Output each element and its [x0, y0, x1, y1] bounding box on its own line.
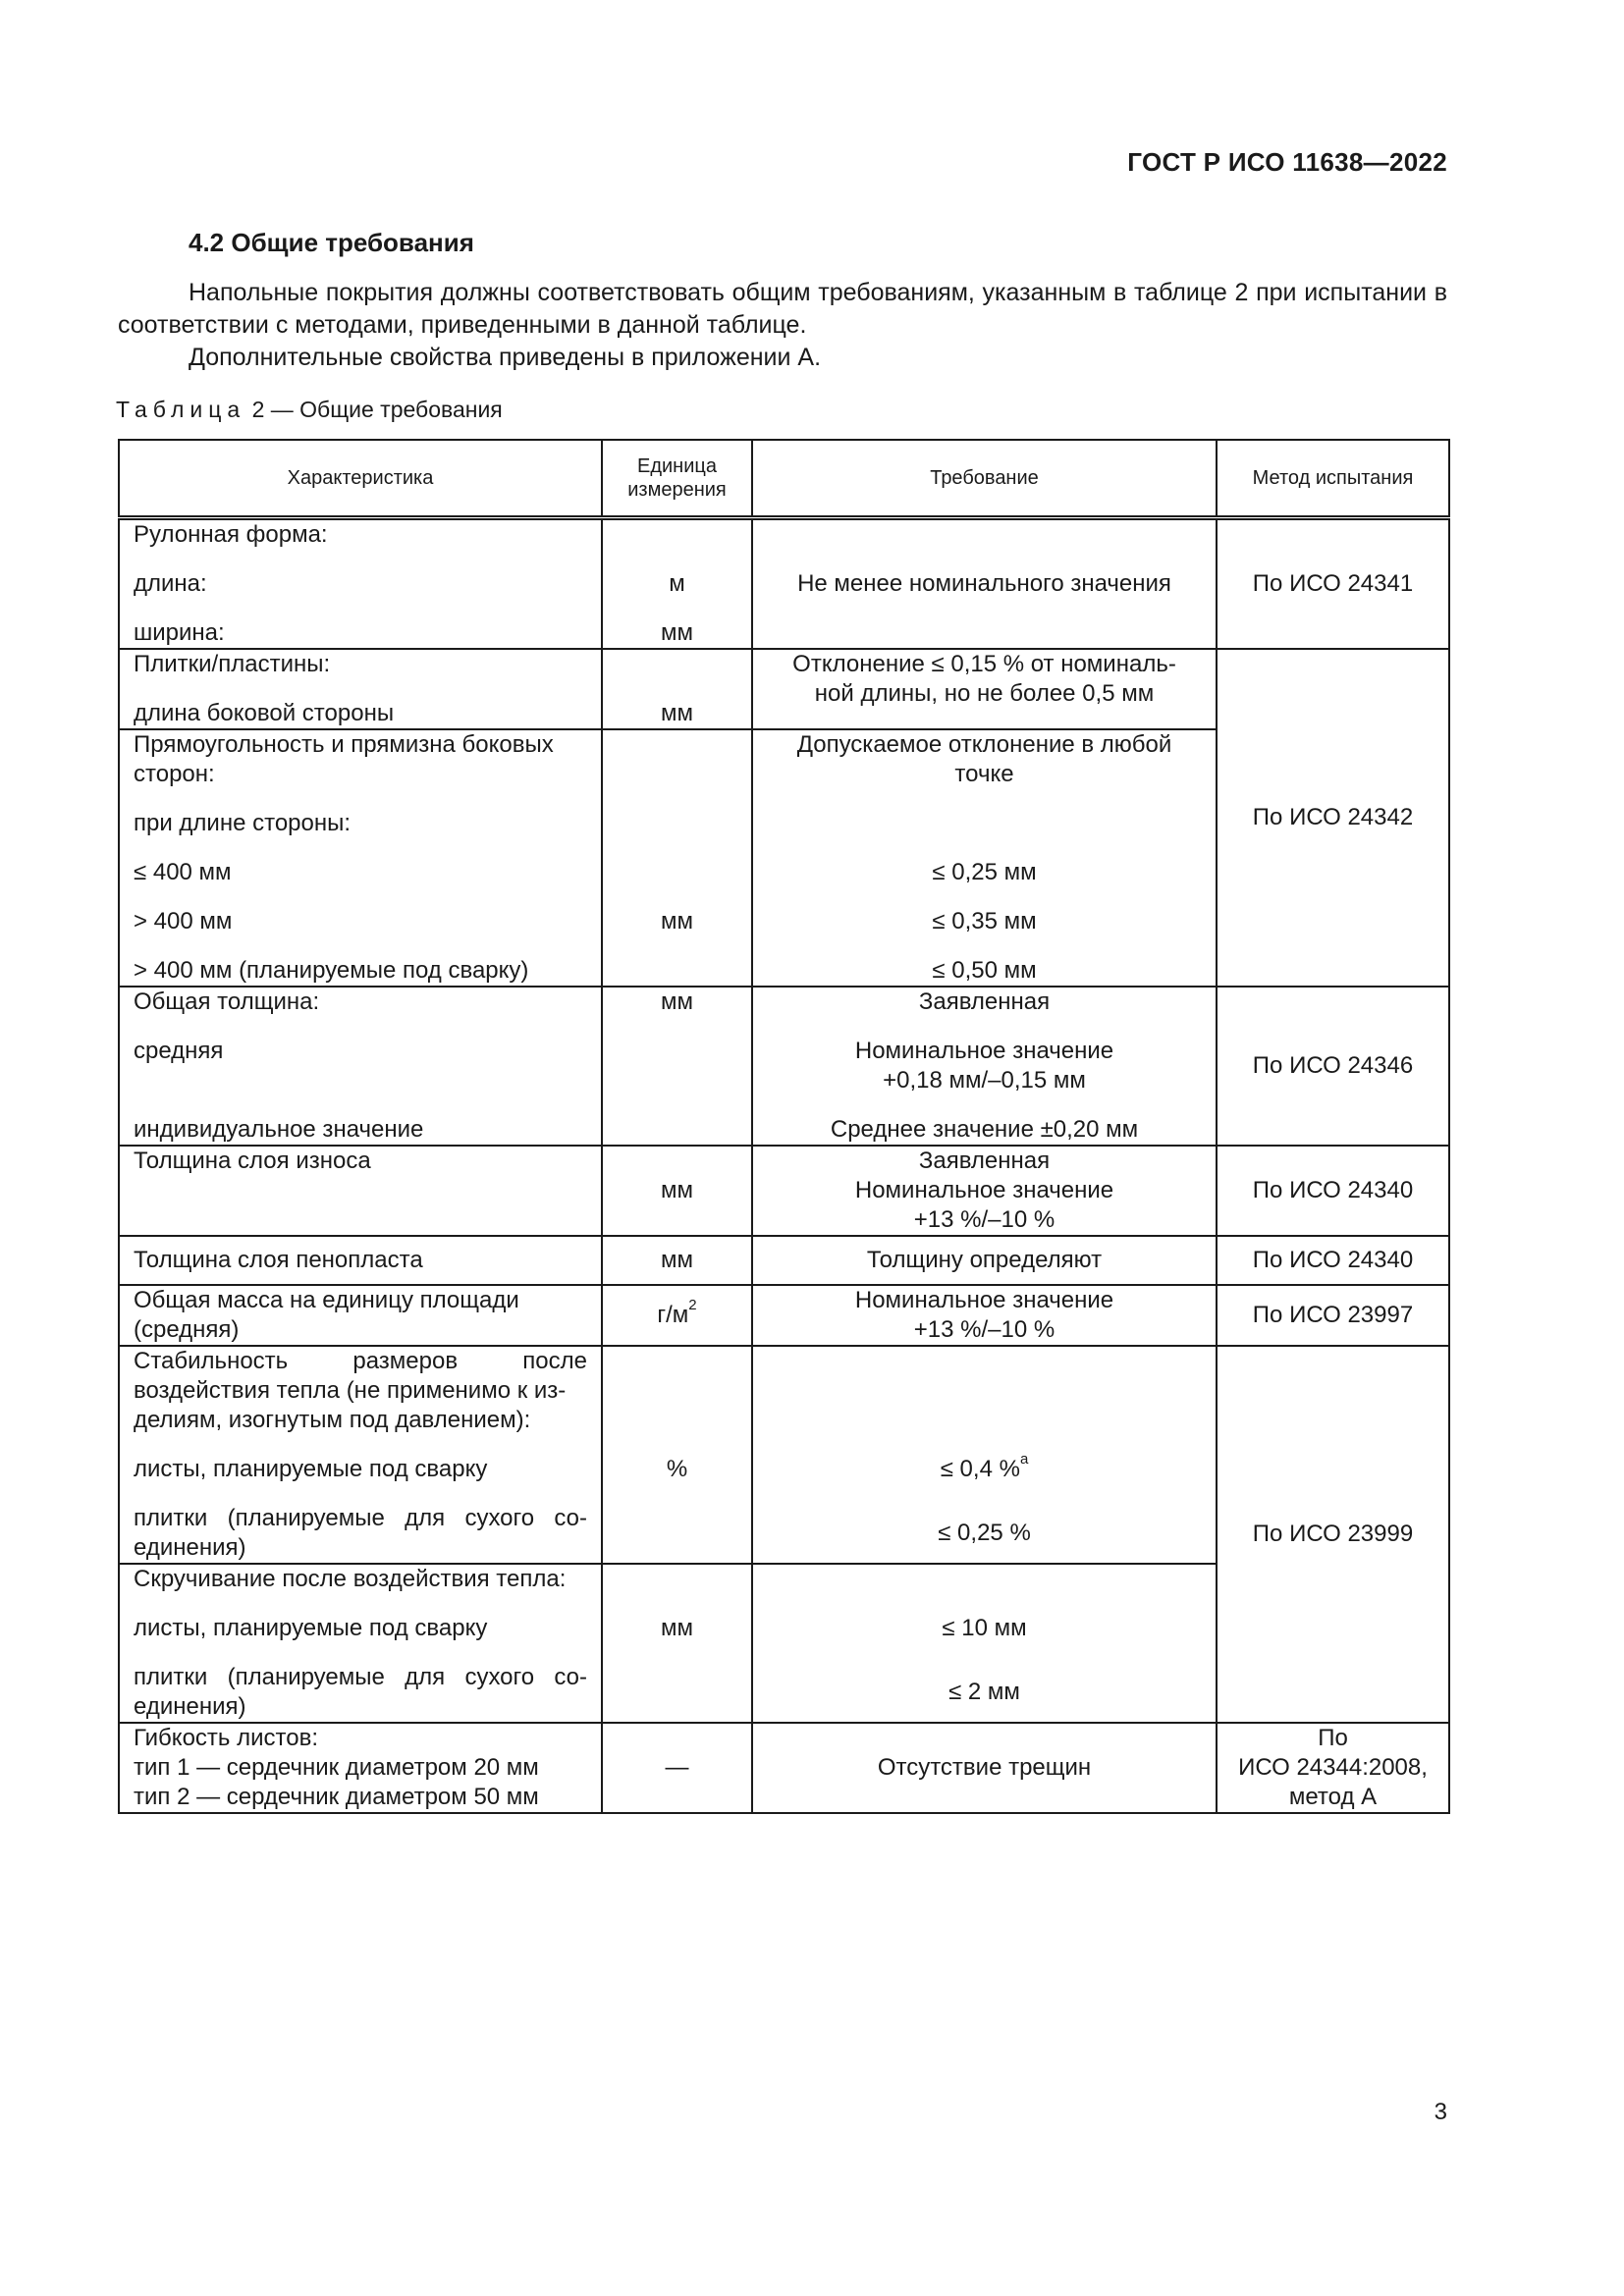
squareness-characteristic [119, 729, 602, 987]
curling-unit-cell [602, 1564, 752, 1723]
squareness-requirement [752, 729, 1217, 987]
header-characteristic: Характеристика [119, 440, 602, 518]
document-code: ГОСТ Р ИСО 11638—2022 [1127, 147, 1447, 177]
header-unit [602, 440, 752, 518]
squareness-value3: ≤ 0,50 мм [932, 957, 1037, 984]
flexibility-type1: тип 1 — сердечник диаметром 20 мм [134, 1754, 539, 1781]
squareness-title-line2: сторон: [134, 761, 215, 787]
stability-tiles-label-line2: единения) [134, 1534, 246, 1561]
stability-unit-cell [602, 1346, 752, 1564]
flexibility-type2: тип 2 — сердечник диаметром 50 мм [134, 1784, 539, 1810]
thickness-average-label: средняя [134, 1038, 224, 1064]
table-row-mass [119, 1285, 1449, 1346]
flexibility-method-line3: метод А [1288, 1784, 1378, 1810]
curling-sheets-value: ≤ 10 мм [942, 1615, 1027, 1641]
curling-tiles-value: ≤ 2 мм [948, 1679, 1020, 1705]
mass-unit-cell [602, 1285, 752, 1346]
stability-title-line3: делиям, изогнутым под давлением): [134, 1407, 531, 1433]
table-header-row [119, 440, 1449, 518]
stability-sheets-label: листы, планируемые под сварку [134, 1456, 488, 1482]
thickness-unit: мм [661, 988, 693, 1015]
stability-characteristic [119, 1346, 602, 1564]
squareness-value1: ≤ 0,25 мм [932, 859, 1037, 885]
wear-layer-requirement [752, 1146, 1217, 1236]
curling-characteristic [119, 1564, 602, 1723]
requirements-table [118, 439, 1450, 1814]
wear-layer-title: Толщина слоя износа [134, 1148, 371, 1174]
tiles-requirement [752, 649, 1217, 729]
squareness-req-line2: точке [954, 761, 1014, 787]
wear-layer-unit: мм [602, 1146, 752, 1236]
tiles-req-line1: Отклонение ≤ 0,15 % от номиналь- [792, 651, 1176, 677]
mass-req-line2: +13 %/–10 % [913, 1316, 1056, 1343]
curling-sheets-label: листы, планируемые под сварку [134, 1615, 488, 1641]
squareness-range2: > 400 мм [134, 908, 233, 934]
squareness-range3: > 400 мм (планируемые под сварку) [134, 957, 529, 984]
header-requirement: Требование [752, 440, 1217, 518]
mass-unit: г/м [657, 1302, 689, 1328]
squareness-range1: ≤ 400 мм [134, 859, 232, 885]
flexibility-method-line2: ИСО 24344:2008, [1238, 1754, 1428, 1781]
page-number: 3 [1434, 2099, 1447, 2125]
thickness-req-declared: Заявленная [918, 988, 1051, 1015]
thickness-req-nominal-line2: +0,18 мм/–0,15 мм [883, 1067, 1086, 1094]
squareness-unit: мм [661, 908, 693, 934]
tiles-method: По ИСО 24342 [1217, 649, 1449, 987]
stability-title-line2: воздействия тепла (не применимо к из- [134, 1377, 567, 1404]
thickness-req-nominal-line1: Номинальное значение [854, 1038, 1114, 1064]
roll-title: Рулонная форма: [134, 521, 328, 548]
roll-unit-length: м [669, 570, 685, 597]
squareness-value2: ≤ 0,35 мм [932, 908, 1037, 934]
curling-requirement [752, 1564, 1217, 1723]
tiles-unit: мм [661, 700, 693, 726]
mass-requirement [752, 1285, 1217, 1346]
mass-method: По ИСО 23997 [1217, 1285, 1449, 1346]
foam-layer-method: По ИСО 24340 [1217, 1236, 1449, 1285]
foam-layer-unit: мм [602, 1236, 752, 1285]
flexibility-unit: — [602, 1723, 752, 1813]
wear-layer-characteristic [119, 1146, 602, 1236]
paragraph-general-requirements: Напольные покрытия должны соответствовать общим требованиям, указанным в таблице 2 при испытании в соответствии с методами, приведенными в данной таблице. [118, 279, 1447, 339]
wear-layer-req-line2: Номинальное значение [854, 1177, 1114, 1203]
stability-tiles-label-line1: плитки (планируемые для сухого со- [134, 1505, 587, 1531]
foam-layer-requirement: Толщину определяют [752, 1236, 1217, 1285]
tiles-title: Плитки/пластины: [134, 651, 331, 677]
roll-unit-width: мм [661, 619, 693, 646]
curling-title: Скручивание после воздействия тепла: [134, 1566, 567, 1592]
mass-title-line2: (средняя) [134, 1316, 240, 1343]
table-row-flexibility [119, 1723, 1449, 1813]
tiles-side-length-label: длина боковой стороны [134, 700, 395, 726]
thickness-characteristic [119, 987, 602, 1146]
thickness-individual-label: индивидуальное значение [134, 1116, 424, 1143]
flexibility-method-line1: По [1318, 1725, 1348, 1751]
curling-tiles-label-line1: плитки (планируемые для сухого со- [134, 1664, 587, 1690]
header-method: Метод испытания [1217, 440, 1449, 518]
roll-unit [602, 518, 752, 650]
mass-title-line1: Общая масса на единицу площади [134, 1287, 519, 1313]
table-row-thickness [119, 987, 1449, 1146]
flexibility-title: Гибкость листов: [134, 1725, 318, 1751]
flexibility-method [1217, 1723, 1449, 1813]
roll-width-label: ширина: [134, 619, 225, 646]
squareness-unit-cell [602, 729, 752, 987]
thickness-method: По ИСО 24346 [1217, 987, 1449, 1146]
squareness-side-length-label: при длине стороны: [134, 810, 352, 836]
thickness-title: Общая толщина: [134, 988, 320, 1015]
roll-characteristic [119, 518, 602, 650]
stability-footnote-mark: а [1019, 1451, 1029, 1468]
table-caption [116, 397, 503, 423]
table-row-roll [119, 518, 1449, 650]
squareness-title-line1: Прямоугольность и прямизна боковых [134, 731, 554, 758]
paragraph-additional-properties: Дополнительные свойства приведены в приложении А. [189, 344, 822, 371]
stability-unit: % [666, 1456, 688, 1482]
squareness-req-line1: Допускаемое отклонение в любой [796, 731, 1172, 758]
table-caption-title: 2 — Общие требования [245, 397, 503, 422]
table-row-wear-layer [119, 1146, 1449, 1236]
mass-unit-superscript: 2 [688, 1297, 697, 1313]
roll-method: По ИСО 24341 [1217, 518, 1449, 650]
wear-layer-req-line3: +13 %/–10 % [913, 1206, 1056, 1233]
section-title: 4.2 Общие требования [189, 228, 474, 257]
curling-unit: мм [661, 1615, 693, 1641]
roll-length-label: длина: [134, 570, 207, 597]
stability-method: По ИСО 23999 [1217, 1346, 1449, 1723]
header-unit-line2: измерения [627, 479, 727, 501]
table-row-foam-layer [119, 1236, 1449, 1285]
mass-characteristic [119, 1285, 602, 1346]
foam-layer-title: Толщина слоя пенопласта [119, 1236, 602, 1285]
wear-layer-method: По ИСО 24340 [1217, 1146, 1449, 1236]
tiles-unit-cell [602, 649, 752, 729]
stability-sheets-value-cell [767, 1451, 1202, 1484]
flexibility-characteristic [119, 1723, 602, 1813]
thickness-req-individual: Среднее значение ±0,20 мм [830, 1116, 1139, 1143]
table-row-stability [119, 1346, 1449, 1564]
roll-requirement: Не менее номинального значения [752, 518, 1217, 650]
thickness-unit-cell [602, 987, 752, 1146]
header-unit-line1: Единица [637, 455, 717, 477]
flexibility-requirement: Отсутствие трещин [752, 1723, 1217, 1813]
curling-tiles-label-line2: единения) [134, 1693, 246, 1720]
stability-tiles-value: ≤ 0,25 % [938, 1520, 1031, 1546]
mass-req-line1: Номинальное значение [854, 1287, 1114, 1313]
tiles-characteristic [119, 649, 602, 729]
table-caption-word: Таблица [116, 397, 246, 422]
wear-layer-req-line1: Заявленная [918, 1148, 1051, 1174]
thickness-requirement [752, 987, 1217, 1146]
table-row-tiles [119, 649, 1449, 729]
stability-requirement [752, 1346, 1217, 1564]
stability-title-line1: Стабильность размеров после [134, 1348, 587, 1374]
tiles-req-line2: ной длины, но не более 0,5 мм [814, 680, 1155, 707]
stability-sheets-value: ≤ 0,4 % [940, 1456, 1020, 1482]
